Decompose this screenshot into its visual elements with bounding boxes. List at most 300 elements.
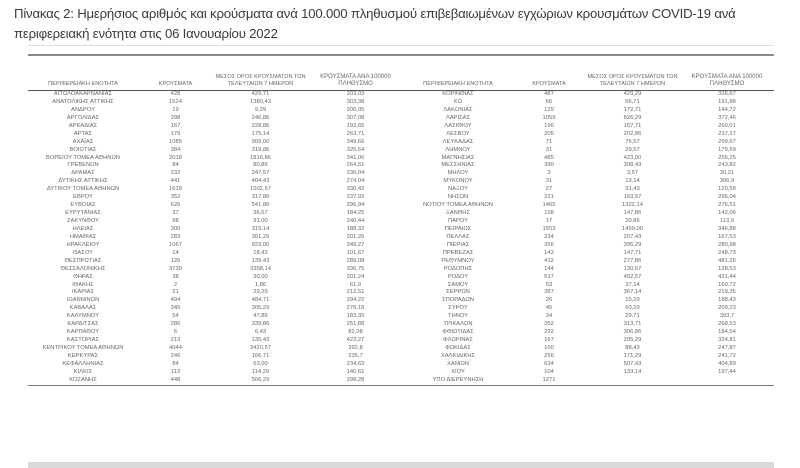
cell-avg-7day-2: 1459,00 <box>622 225 643 232</box>
cell-cases: 21 <box>172 289 179 296</box>
cell-per-100k: 234,63 <box>346 360 365 367</box>
cell-cases-2: 100 <box>544 345 554 351</box>
cell-cases-2: 390 <box>544 162 554 169</box>
cell-avg-7day: 1502,57 <box>250 186 271 193</box>
cell-avg-7day: 315,14 <box>251 225 270 232</box>
cell-per-100k: 61,9 <box>349 281 362 288</box>
cell-region: ΘΗΡΑΣ <box>73 273 93 280</box>
cell-region: ΚΑΡΔΙΤΣΑΣ <box>67 321 99 328</box>
cell-cases-2: 143 <box>544 249 554 256</box>
table-row <box>28 250 774 258</box>
cell-cases-2: 17 <box>545 218 553 224</box>
cell-per-100k-2: 167,53 <box>718 233 736 240</box>
cell-avg-7day: 139,43 <box>251 257 270 264</box>
cell-region-2: ΦΛΩΡΙΝΑΣ <box>443 337 473 344</box>
cell-region: ΚΑΡΠΑΘΟΥ <box>66 329 100 336</box>
cell-cases-2: 31 <box>545 178 553 185</box>
cell-cases-2: 634 <box>544 360 554 367</box>
cell-avg-7day: 429,71 <box>251 91 270 97</box>
cell-region: ΚΟΖΑΝΗΣ <box>69 376 97 383</box>
cell-region: ΚΑΒΑΛΑΣ <box>69 305 97 312</box>
table-row <box>28 107 774 115</box>
cell-region: ΚΙΛΚΙΣ <box>73 368 93 375</box>
table-row <box>28 377 774 385</box>
cell-per-100k: 203,03 <box>346 91 365 97</box>
cell-avg-7day: 36,57 <box>253 210 268 217</box>
cell-per-100k: 349,66 <box>346 138 365 145</box>
cell-cases-2: 221 <box>544 194 554 201</box>
cell-per-100k-2: 481,26 <box>718 257 736 264</box>
cell-region-2: ΧΑΝΙΩΝ <box>446 360 470 367</box>
cell-avg-7day-2: 367,14 <box>623 289 642 296</box>
cell-cases-2: 26 <box>545 297 553 304</box>
cell-avg-7day-2: 423,00 <box>623 154 642 161</box>
cell-per-100k: 423,27 <box>346 337 365 344</box>
cell-region: ΒΟΡΕΙΟΥ ΤΟΜΕΑ ΑΘΗΝΩΝ <box>46 154 120 161</box>
cell-cases: 428 <box>170 91 181 97</box>
cell-cases: 113 <box>170 368 181 375</box>
cell-avg-7day-2: 202,86 <box>623 130 642 137</box>
cell-region-2: ΛΑΚΩΝΙΑΣ <box>443 106 473 113</box>
cell-cases-2: 234 <box>544 233 554 240</box>
cell-region: ΑΧΑΪΑΣ <box>72 138 94 145</box>
cell-avg-7day: 114,29 <box>251 368 270 375</box>
cell-avg-7day-2: 31,43 <box>625 186 640 193</box>
cell-per-100k-2: 346,88 <box>718 225 736 232</box>
cell-per-100k: 341,06 <box>346 154 365 161</box>
cell-per-100k-2: 191,88 <box>718 98 736 105</box>
cell-region: ΙΩΑΝΝΙΝΩΝ <box>66 297 100 304</box>
cell-region-2: ΛΑΡΙΣΑΣ <box>445 114 471 121</box>
cell-avg-7day: 317,86 <box>251 194 270 201</box>
cell-region-2: ΛΑΣΙΘΙΟΥ <box>444 122 472 129</box>
cell-per-100k: 240,44 <box>346 218 365 224</box>
cell-per-100k-2: 296,04 <box>718 194 736 201</box>
cell-cases-2: 34 <box>545 313 553 320</box>
cell-region: ΙΚΑΡΙΑΣ <box>71 289 95 296</box>
cell-per-100k-2: 237,17 <box>718 130 736 137</box>
table-row <box>28 139 774 147</box>
cell-avg-7day-2: 157,71 <box>623 122 642 129</box>
cell-region: ΗΡΑΚΛΕΙΟΥ <box>66 241 100 248</box>
cell-region-2: ΝΗΣΩΝ <box>447 194 469 201</box>
cell-per-100k: 206,05 <box>346 106 365 113</box>
cell-cases: 232 <box>170 170 181 177</box>
cell-avg-7day: 1,86 <box>254 281 267 288</box>
cell-avg-7day-2: 29,57 <box>625 146 640 153</box>
cell-cases: 1524 <box>169 98 182 105</box>
cell-region-2: ΡΕΘΥΜΝΟΥ <box>441 257 475 264</box>
cell-region: ΖΑΚΥΝΘΟΥ <box>66 218 100 224</box>
cell-avg-7day-2: 20,86 <box>625 218 640 224</box>
cell-cases-2: 487 <box>544 91 554 97</box>
cell-per-100k-2: 260,01 <box>718 122 736 129</box>
cell-avg-7day: 166,71 <box>251 352 270 359</box>
cell-per-100k: 192,65 <box>346 122 365 129</box>
cell-avg-7day: 246,86 <box>251 114 270 121</box>
table-row <box>28 258 774 266</box>
cell-region: ΚΑΣΤΟΡΙΑΣ <box>66 337 100 344</box>
cell-avg-7day-2: 429,29 <box>623 91 642 97</box>
table-row <box>28 99 774 107</box>
cell-region-2: ΤΡΙΚΑΛΩΝ <box>443 321 473 328</box>
cell-per-100k-2: 280,98 <box>718 241 736 248</box>
cell-cases-2: 517 <box>544 273 554 280</box>
cell-avg-7day: 3420,57 <box>250 345 271 351</box>
cell-per-100k: 298,28 <box>346 376 365 383</box>
cell-region: ΗΛΕΙΑΣ <box>72 225 94 232</box>
cell-region-2: ΝΑΞΟΥ <box>447 186 468 193</box>
cell-per-100k: 296,94 <box>346 202 365 209</box>
cell-region: ΑΡΚΑΔΙΑΣ <box>68 122 98 129</box>
footer-bar <box>28 462 774 468</box>
cell-cases: 19 <box>172 106 179 113</box>
cell-region-2: ΣΑΜΟΥ <box>447 281 469 288</box>
cell-per-100k-2: 144,72 <box>718 106 736 113</box>
cell-per-100k-2: 404,89 <box>718 360 736 367</box>
cell-avg-7day: 301,29 <box>251 233 270 240</box>
cell-region-2: ΚΟΡΙΝΘΙΑΣ <box>442 91 474 97</box>
cell-cases: 38 <box>172 273 179 280</box>
table-row <box>28 218 774 226</box>
cell-cases-2: 292 <box>544 329 554 336</box>
cell-region: ΑΝΔΡΟΥ <box>71 106 95 113</box>
table-row <box>28 313 774 321</box>
cell-avg-7day: 305,29 <box>251 305 270 312</box>
cell-region-2: ΠΕΛΛΑΣ <box>446 233 470 240</box>
cell-avg-7day: 923,00 <box>251 241 270 248</box>
cell-avg-7day: 506,29 <box>251 376 270 383</box>
cell-per-100k-2: 113,9 <box>719 218 735 224</box>
table-row <box>28 329 774 337</box>
cell-avg-7day: 80,86 <box>253 162 268 169</box>
table-row <box>28 234 774 242</box>
cell-cases-2: 158 <box>544 210 554 217</box>
divider-thin <box>28 45 774 46</box>
cell-cases-2: 31 <box>545 146 553 153</box>
cell-avg-7day-2: 147,86 <box>623 210 642 217</box>
table-bottom-rule <box>28 385 774 386</box>
cell-per-100k: 263,71 <box>346 130 365 137</box>
cell-region-2: ΛΕΥΚΑΔΑΣ <box>442 138 474 145</box>
cell-cases-2: 1553 <box>542 225 556 232</box>
cell-per-100k-2: 241,72 <box>718 352 736 359</box>
cell-region-2: ΠΙΕΡΙΑΣ <box>446 241 470 248</box>
table-row <box>28 131 774 139</box>
cell-avg-7day-2: 15,29 <box>625 297 640 304</box>
cell-cases-2: 196 <box>544 122 554 129</box>
cell-per-100k: 276,18 <box>346 305 365 312</box>
cell-region: ΔΡΑΜΑΣ <box>71 170 95 177</box>
cell-per-100k-2: 197,44 <box>718 368 736 375</box>
cell-cases: 352 <box>170 194 181 201</box>
cell-per-100k: 325,64 <box>346 146 365 153</box>
cell-per-100k-2: 256,25 <box>718 154 736 161</box>
cell-avg-7day-2: 277,86 <box>623 257 642 264</box>
cell-cases: 4044 <box>169 345 182 351</box>
cell-avg-7day: 909,00 <box>251 138 270 145</box>
cell-region: ΔΥΤΙΚΗΣ ΑΤΤΙΚΗΣ <box>58 178 108 185</box>
table-row <box>28 170 774 178</box>
header-7day-avg-2: ΜΕΣΟΣ ΟΡΟΣ ΚΡΟΥΣΜΑΤΩΝ ΤΩΝ ΤΕΛΕΥΤΑΙΩΝ 7 ΗΜΕΡΩΝ <box>587 74 678 87</box>
cell-avg-7day: 541,86 <box>251 202 270 209</box>
cell-cases: 448 <box>170 376 181 383</box>
cell-region: ΗΜΑΘΙΑΣ <box>69 233 97 240</box>
cell-per-100k-2: 184,54 <box>718 329 736 336</box>
table-row <box>28 123 774 131</box>
cell-avg-7day: 484,71 <box>251 297 270 304</box>
cell-cases: 54 <box>172 313 179 320</box>
cell-avg-7day: 175,14 <box>251 130 270 137</box>
cell-region-2: ΣΥΡΟΥ <box>448 305 468 312</box>
cell-region-2: ΦΩΚΙΔΑΣ <box>445 345 471 351</box>
table-row <box>28 321 774 329</box>
table-row <box>28 186 774 194</box>
cell-cases-2: 1271 <box>542 376 556 383</box>
cell-cases-2: 167 <box>544 337 554 344</box>
cell-region-2: ΜΗΛΟΥ <box>447 170 469 177</box>
cell-cases-2: 66 <box>545 98 553 105</box>
cell-cases: 84 <box>172 360 179 367</box>
cell-cases: 345 <box>170 305 181 312</box>
cell-avg-7day-2: 306,86 <box>623 329 642 336</box>
cell-cases: 626 <box>170 202 181 209</box>
cell-cases-2: 485 <box>544 154 554 161</box>
cell-per-100k: 330,42 <box>346 186 365 193</box>
cell-per-100k: 251,88 <box>346 321 365 328</box>
cell-avg-7day: 9,29 <box>254 106 267 113</box>
header-per-100k: ΚΡΟΥΣΜΑΤΑ ΑΝΑ 100000 ΠΛΗΘΥΣΜΟ <box>320 74 391 87</box>
cell-region: ΑΙΤΩΛΟΑΚΑΡΝΑΝΙΑΣ <box>53 91 113 97</box>
cell-cases-2: 53 <box>545 281 553 288</box>
cell-region: ΚΕΡΚΥΡΑΣ <box>67 352 99 359</box>
cell-region: ΕΒΡΟΥ <box>73 194 93 201</box>
header-cases: ΚΡΟΥΣΜΑΤΑ <box>158 81 193 87</box>
cell-region-2: ΧΙΟΥ <box>451 368 465 375</box>
cell-cases: 2 <box>173 281 178 288</box>
cell-region-2: ΥΠΟ ΔΙΕΡΕΥΝΗΣΗ <box>432 376 484 383</box>
cell-region-2: ΠΑΡΟΥ <box>447 218 469 224</box>
cell-avg-7day-2: 207,43 <box>623 233 642 240</box>
cell-cases: 384 <box>170 146 181 153</box>
cell-region-2: ΛΗΜΝΟΥ <box>445 146 471 153</box>
table-row <box>28 345 774 353</box>
cell-per-100k-2: 393,7 <box>719 313 735 320</box>
cell-avg-7day-2: 13,14 <box>625 178 640 185</box>
cell-avg-7day: 6,43 <box>254 329 267 336</box>
cell-avg-7day: 47,86 <box>253 313 268 320</box>
cell-per-100k-2: 248,73 <box>718 249 736 256</box>
cell-region-2: ΡΟΔΟΠΗΣ <box>443 265 473 272</box>
table-row <box>28 266 774 274</box>
cell-cases-2: 256 <box>544 352 554 359</box>
cell-avg-7day-2: 452,57 <box>623 273 642 280</box>
cell-region: ΚΑΛΥΜΝΟΥ <box>66 313 100 320</box>
cell-per-100k: 235,7 <box>348 352 363 359</box>
cell-avg-7day: 3358,14 <box>250 265 271 272</box>
cell-avg-7day-2: 37,14 <box>625 281 640 288</box>
cell-avg-7day: 135,43 <box>251 337 270 344</box>
cell-cases-2: 104 <box>544 368 554 375</box>
cell-avg-7day: 18,43 <box>253 249 268 256</box>
cell-avg-7day-2 <box>585 377 680 385</box>
table-row <box>28 297 774 305</box>
cell-per-100k-2 <box>680 377 774 385</box>
table-row <box>28 147 774 155</box>
cell-per-100k: 82,08 <box>348 329 363 336</box>
cell-region: ΕΥΡΥΤΑΝΙΑΣ <box>65 210 101 217</box>
cell-region: ΘΕΣΣΑΛΟΝΙΚΗΣ <box>60 265 106 272</box>
cell-cases: 37 <box>172 210 179 217</box>
cell-cases-2: 356 <box>544 241 554 248</box>
cell-per-100k: 236,04 <box>346 170 365 177</box>
cell-region-2: ΠΡΕΒΕΖΑΣ <box>442 249 474 256</box>
cell-avg-7day-2: 147,71 <box>623 249 642 256</box>
cell-region: ΑΡΤΑΣ <box>73 130 93 137</box>
table-row <box>28 194 774 202</box>
cell-cases-2: 45 <box>545 305 553 312</box>
cell-per-100k-2: 431,44 <box>718 273 736 280</box>
header-region-2: ΠΕΡΙΦΕΡΕΙΑΚΗ ΕΝΟΤΗΤΑ <box>423 81 493 87</box>
cell-per-100k-2: 160,72 <box>718 281 736 288</box>
cell-per-100k: 303,38 <box>346 98 365 105</box>
cell-avg-7day-2: 56,71 <box>625 98 640 105</box>
cell-avg-7day: 404,43 <box>251 178 270 185</box>
cell-per-100k-2: 219,35 <box>718 289 736 296</box>
table-caption: Πίνακας 2: Ημερήσιος αριθμός και κρούσματα ανά 100.000 πληθυσμού επιβεβαιωμένων εγχώριων κρουσμάτων COVID-19 ανά περιφερειακή ενότητα στις 06 Ιανουαρίου 2022 <box>14 6 736 41</box>
cell-cases: 6 <box>173 329 178 336</box>
cell-avg-7day-2: 76,57 <box>625 138 640 145</box>
cell-avg-7day: 319,86 <box>251 146 270 153</box>
cell-per-100k-2: 243,82 <box>718 162 736 169</box>
cell-avg-7day-2: 313,71 <box>623 321 642 328</box>
cell-cases: 84 <box>172 162 179 169</box>
cell-per-100k-2: 268,53 <box>718 321 736 328</box>
cell-cases: 246 <box>170 352 181 359</box>
cell-avg-7day: 91,00 <box>253 218 268 224</box>
table-row <box>28 162 774 170</box>
cell-per-100k: 188,32 <box>346 225 365 232</box>
cell-cases: 1618 <box>169 186 182 193</box>
cell-region-2: ΛΕΣΒΟΥ <box>446 130 470 137</box>
cell-avg-7day-2: 172,71 <box>623 106 642 113</box>
cell-per-100k: 274,04 <box>346 178 365 185</box>
table-row <box>28 274 774 282</box>
table-body <box>28 91 774 386</box>
header-cases-2: ΚΡΟΥΣΜΑΤΑ <box>532 81 566 87</box>
cell-per-100k-2: 372,46 <box>718 114 736 121</box>
cell-avg-7day: 63,00 <box>253 360 268 367</box>
cell-per-100k: 201,26 <box>346 233 365 240</box>
cell-region: ΙΘΑΚΗΣ <box>72 281 94 288</box>
cell-region: ΓΡΕΒΕΝΩΝ <box>67 162 99 169</box>
cell-avg-7day-2: 29,71 <box>625 313 640 320</box>
cell-avg-7day-2: 133,14 <box>623 368 642 375</box>
cell-per-100k-2: 247,87 <box>718 345 736 351</box>
cell-avg-7day: 1380,43 <box>250 98 271 105</box>
cell-per-100k: 264,51 <box>346 162 365 169</box>
cell-per-100k-2: 188,43 <box>718 297 736 304</box>
table-header-row <box>28 68 774 91</box>
cell-cases-2: 1059 <box>542 114 556 121</box>
cell-cases: 126 <box>170 257 181 264</box>
cell-per-100k: 392,8 <box>348 345 363 351</box>
cell-cases-2: 412 <box>544 257 554 264</box>
cell-per-100k-2: 129,58 <box>718 186 736 193</box>
cell-per-100k: 289,08 <box>346 257 365 264</box>
cell-cases-2: 129 <box>544 106 554 113</box>
cell-region-2: ΞΑΝΘΗΣ <box>445 210 471 217</box>
cell-per-100k: 140,61 <box>346 368 365 375</box>
header-per-100k-2: ΚΡΟΥΣΜΑΤΑ ΑΝΑ 100000 ΠΛΗΘΥΣΜΟ <box>691 74 763 87</box>
divider-thick <box>28 54 774 56</box>
cell-per-100k: 294,22 <box>346 297 365 304</box>
cell-avg-7day-2: 130,57 <box>623 265 642 272</box>
cell-cases-2: 352 <box>544 321 554 328</box>
table-row <box>28 178 774 186</box>
cell-region-2: ΡΟΔΟΥ <box>447 273 469 280</box>
cell-per-100k-2: 324,81 <box>718 337 736 344</box>
cell-cases-2: 71 <box>545 138 553 145</box>
cell-per-100k: 101,67 <box>346 249 365 256</box>
cell-per-100k: 183,35 <box>346 313 365 320</box>
cell-avg-7day-2: 88,43 <box>625 345 640 351</box>
cell-region-2: ΜΥΚΟΝΟΥ <box>443 178 473 185</box>
cell-region: ΕΥΒΟΙΑΣ <box>70 202 96 209</box>
cell-cases: 14 <box>172 249 179 256</box>
cell-region-2: ΠΕΙΡΑΙΩΣ <box>444 225 472 232</box>
cell-per-100k-2: 30,21 <box>719 170 735 177</box>
cell-cases-2: 1465 <box>542 202 556 209</box>
cell-region: ΔΥΤΙΚΟΥ ΤΟΜΕΑ ΑΘΗΝΩΝ <box>46 186 120 193</box>
cell-cases: 1085 <box>169 138 182 145</box>
cell-per-100k-2: 209,23 <box>718 305 736 312</box>
cell-cases: 167 <box>170 122 181 129</box>
cell-region: ΚΕΝΤΡΙΚΟΥ ΤΟΜΕΑ ΑΘΗΝΩΝ <box>42 345 124 351</box>
cell-region: ΒΟΙΩΤΙΑΣ <box>69 146 97 153</box>
table-row <box>28 155 774 163</box>
table-row <box>28 353 774 361</box>
cell-cases: 298 <box>170 114 181 121</box>
cell-region: ΚΕΦΑΛΛΗΝΙΑΣ <box>62 360 104 367</box>
table-row <box>28 91 774 99</box>
cell-avg-7day: 228,86 <box>251 122 270 129</box>
cell-region: ΘΑΣΟΥ <box>72 249 94 256</box>
cell-avg-7day: 30,00 <box>253 273 268 280</box>
cell-cases: 1067 <box>169 241 182 248</box>
cell-region-2: ΜΕΣΣΗΝΙΑΣ <box>441 162 475 169</box>
cell-avg-7day-2: 507,43 <box>623 360 642 367</box>
cell-avg-7day-2: 395,29 <box>623 241 642 248</box>
cell-region-2: ΧΑΛΚΙΔΙΚΗΣ <box>440 352 476 359</box>
cell-cases: 441 <box>170 178 181 185</box>
cell-avg-7day-2: 826,29 <box>623 114 642 121</box>
cell-avg-7day-2: 3,57 <box>626 170 639 177</box>
table-row <box>28 115 774 123</box>
cell-region-2: ΜΑΓΝΗΣΙΑΣ <box>441 154 475 161</box>
cell-region-2: ΣΕΡΡΩΝ <box>446 289 470 296</box>
cell-cases: 283 <box>170 233 181 240</box>
cell-per-100k: 201,24 <box>346 273 365 280</box>
cell-per-100k: 336,75 <box>346 265 365 272</box>
cell-per-100k-2: 299,67 <box>718 138 736 145</box>
table-row <box>28 226 774 234</box>
cell-cases-2: 27 <box>545 186 553 193</box>
cell-per-100k: 307,08 <box>346 114 365 121</box>
table-row <box>28 282 774 290</box>
cell-cases: 98 <box>172 218 179 224</box>
cell-region-2: ΣΠΟΡΑΔΩΝ <box>442 297 474 304</box>
